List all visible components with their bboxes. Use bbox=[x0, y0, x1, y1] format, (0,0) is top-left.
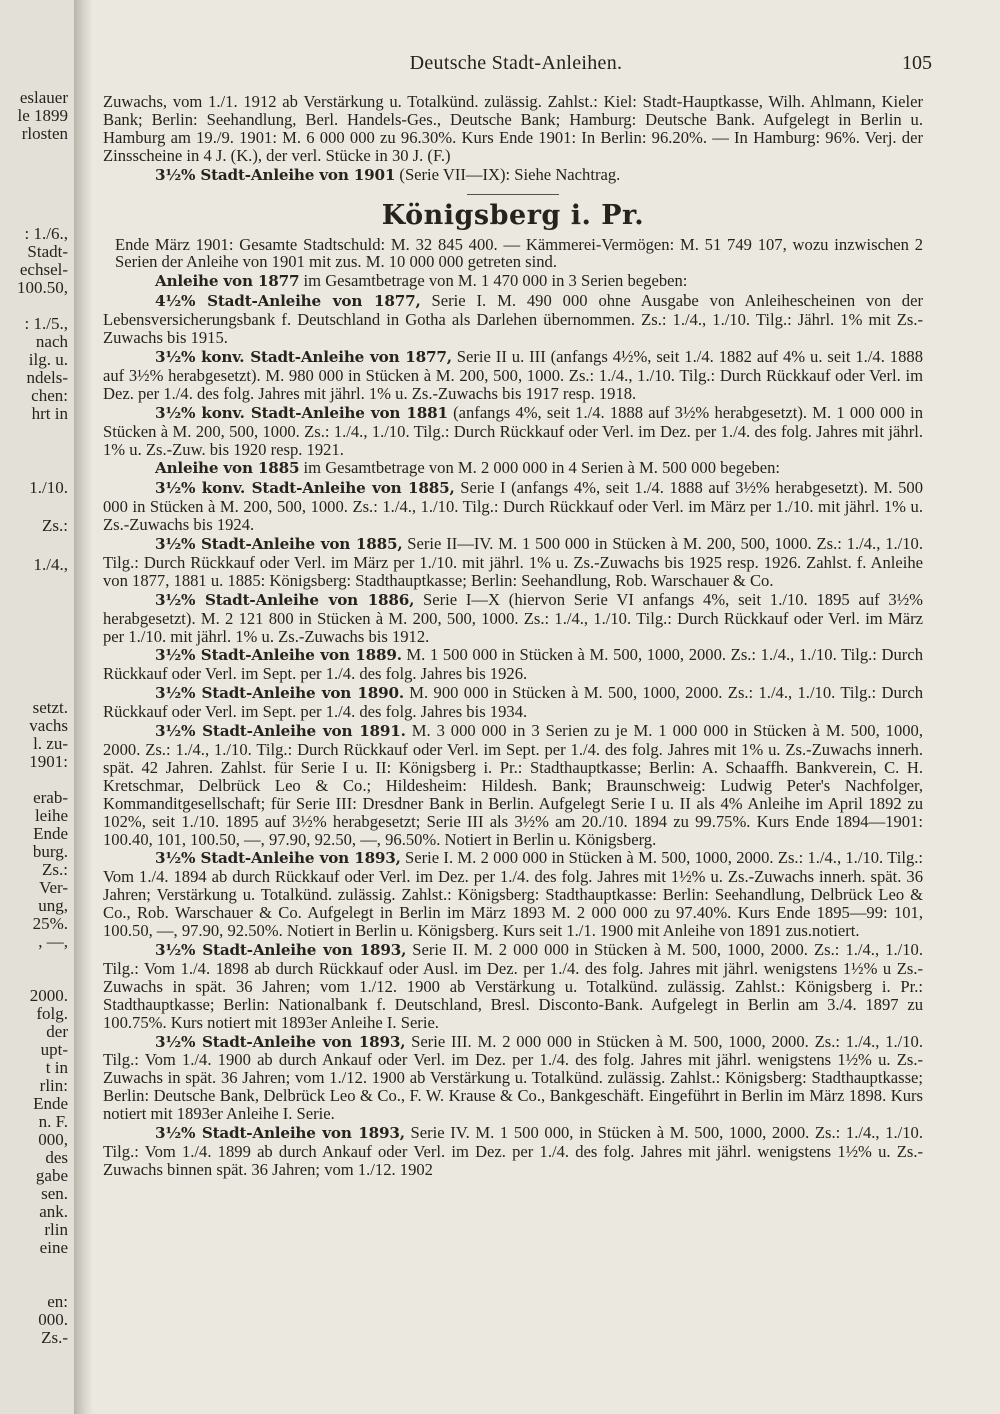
margin-fragment: ndels- bbox=[26, 368, 68, 387]
margin-fragment: nach bbox=[35, 332, 68, 351]
loan-entry bbox=[103, 722, 923, 848]
margin-fragment: eine bbox=[39, 1238, 68, 1257]
entry-heading: 3½% Stadt-Anleihe von 1893, bbox=[155, 940, 407, 959]
margin-fragment: , —, bbox=[38, 932, 68, 951]
margin-fragment: rlin: bbox=[39, 1076, 68, 1095]
page-body bbox=[103, 93, 923, 1180]
entry-text: (anfangs 4%, seit 1./4. 1888 auf 3½% herabgesetzt). M. 1 000 000 in Stücken à M. 200, 500, 1000. Zs.: 1./4., 1./10. Tilg.: Durch Rückkauf oder Verl. im Dez. per 1./4. des folg. Jahres mit jährl. 1% u. Zs.-Zuw. bis 1920 resp. 1921. bbox=[103, 402, 923, 459]
margin-fragment: Ver- bbox=[39, 878, 68, 897]
margin-fragment: Ende bbox=[33, 1094, 68, 1113]
margin-fragment: Zs.- bbox=[41, 1328, 68, 1347]
margin-fragment: t in bbox=[45, 1058, 68, 1077]
page-number: 105 bbox=[902, 52, 932, 74]
margin-fragment: 100.50, bbox=[17, 278, 68, 297]
book-gutter bbox=[74, 0, 92, 1414]
entry-text: Serie II u. III (anfangs 4½%, seit 1./4. 1882 auf 4% u. seit 1./4. 1888 auf 3½% herabgesetzt). M. 980 000 in Stücken à M. 200, 500, 1000. Zs.: 1./4., 1./10. Tilg.: Durch Rückkauf oder Verl. im Dez. per 1./4. des folg. Jahres mit jährl. 1% u. Zs.-Zuwachs bis 1917 resp. 1918. bbox=[103, 346, 923, 403]
margin-fragment: ank. bbox=[39, 1202, 68, 1221]
margin-fragment: 000. bbox=[38, 1310, 68, 1329]
entry-heading: 4½% Stadt-Anleihe von 1877, bbox=[155, 292, 421, 311]
entry-heading: 3½% Stadt-Anleihe von 1891. bbox=[155, 722, 406, 741]
margin-fragment: rlosten bbox=[21, 124, 68, 143]
entry-text: Serie I. M. 490 000 ohne Ausgabe von Anleihescheinen von der Lebensversicherungsbank f. Deutschland in Gotha als Darlehen übernommen. Zs.: 1./4., 1./10. Tilg.: Jährl. 1% mit Zs.-Zuwachs bis 1915. bbox=[103, 291, 923, 348]
margin-fragment: chen: bbox=[31, 386, 68, 405]
margin-fragment: le 1899 bbox=[17, 106, 68, 125]
margin-fragment: folg. bbox=[36, 1004, 68, 1023]
entry-heading: 3½% Stadt-Anleihe von 1885, bbox=[155, 535, 403, 554]
entry-heading: 3½% konv. Stadt-Anleihe von 1877, bbox=[155, 347, 452, 366]
margin-fragment: 25%. bbox=[32, 914, 68, 933]
margin-fragment: vachs bbox=[29, 716, 68, 735]
entry-heading: 3½% Stadt-Anleihe von 1901 bbox=[155, 165, 396, 184]
entry-text: im Gesamtbetrage von M. 2 000 000 in 4 Serien à M. 500 000 begeben: bbox=[299, 458, 781, 478]
loan-entry bbox=[103, 272, 923, 291]
margin-fragment: l. zu- bbox=[33, 734, 68, 753]
entry-heading: 3½% Stadt-Anleihe von 1893, bbox=[155, 849, 401, 868]
loan-entry bbox=[103, 236, 923, 272]
entry-heading: 3½% Stadt-Anleihe von 1893, bbox=[155, 1032, 406, 1051]
loan-entry bbox=[103, 459, 923, 478]
loan-entry bbox=[103, 479, 923, 534]
loan-entry bbox=[103, 348, 923, 403]
margin-fragment: 1./10. bbox=[29, 478, 68, 497]
margin-fragment: upt- bbox=[40, 1040, 68, 1059]
margin-fragment: des bbox=[45, 1148, 68, 1167]
section-divider bbox=[467, 194, 559, 195]
loan-entry bbox=[103, 404, 923, 459]
entry-text: Serie II. M. 2 000 000 in Stücken à M. 500, 1000, 2000. Zs.: 1./4., 1./10. Tilg.: Vom 1./4. 1898 ab durch Rückkauf oder Ausl. im Dez. per 1./4. des folg. Jahres mit jährl. wenigstens 1½% u Zs.-Zuwachs in spät. 36 Jahren; vom 1./12. 1900 ab Verstärkung u. Totalkünd. zulässig. Zahlst.: Königsberg i. Pr.: Stadthauptkasse; Berlin: Nationalbank f. Deutschland, Bresl. Disconto-Bank. Aufgelegt in Berlin am 3./4. 1897 zu 100.75%. Kurs notiert mit 1893er Anleihe I. Serie. bbox=[103, 939, 923, 1032]
loan-entry bbox=[103, 684, 923, 721]
page-header bbox=[100, 52, 932, 78]
margin-fragment: 000, bbox=[38, 1130, 68, 1149]
margin-fragment: Zs.: bbox=[42, 516, 68, 535]
margin-fragment: leihe bbox=[34, 806, 68, 825]
margin-fragment: der bbox=[46, 1022, 68, 1041]
loan-entry bbox=[103, 535, 923, 590]
margin-fragment: setzt. bbox=[32, 698, 68, 717]
margin-fragment: 1./4., bbox=[33, 555, 68, 574]
loan-entry bbox=[103, 1033, 923, 1124]
margin-fragment: Ende bbox=[33, 824, 68, 843]
margin-fragment: en: bbox=[47, 1292, 68, 1311]
entry-text: Serie I (anfangs 4%, seit 1./4. 1888 auf 3½% herabgesetzt). M. 500 000 in Stücken à M. 200, 500, 1000. Zs.: 1./4., 1./10. Tilg.: Durch Rückkauf oder Verl. im März per 1./10. mit jährl. 1% u. Zs.-Zuwachs bis 1924. bbox=[103, 478, 923, 535]
margin-fragment: rlin bbox=[44, 1220, 68, 1239]
loan-entry bbox=[103, 1124, 923, 1179]
margin-fragment: : 1./6., bbox=[24, 224, 68, 243]
margin-fragment: eslauer bbox=[19, 88, 68, 107]
entry-heading: Anleihe von 1877 bbox=[155, 272, 300, 291]
entry-heading: 3½% Stadt-Anleihe von 1890. bbox=[155, 684, 404, 703]
margin-fragment: 1901: bbox=[29, 752, 68, 771]
margin-fragment: : 1./5., bbox=[24, 314, 68, 333]
margin-fragment: ung, bbox=[38, 896, 68, 915]
margin-fragment: gabe bbox=[35, 1166, 68, 1185]
entry-heading: 3½% Stadt-Anleihe von 1886, bbox=[155, 590, 415, 609]
margin-fragment: Zs.: bbox=[42, 860, 68, 879]
margin-fragment: Stadt- bbox=[27, 242, 68, 261]
entry-text: Serie I—X (hiervon Serie VI anfangs 4%, seit 1./10. 1895 auf 3½% herabgesetzt). M. 2 121 800 in Stücken à M. 200, 500, 1000. Zs.: 1./4., 1./10. Tilg.: Durch Rückkauf oder Verl. im März per 1./10. mit jährl. 1% u. Zs.-Zuwachs bis 1912. bbox=[103, 589, 923, 646]
entry-text: M. 3 000 000 in 3 Serien zu je M. 1 000 000 in Stücken à M. 500, 1000, 2000. Zs.: 1./4., 1./10. Tilg.: Durch Rückkauf oder Verl. im Sept. per 1./4. des folg. Jahres mit 1% u. Zs.-Zuwachs innerh. spät. 42 Jahren. Zahlst. für Serie I u. II: Königsberg i. Pr.: Stadthauptkasse; Berlin: A. Schaaffh. Bankverein, C. H. Kretschmar, Delbrück Leo & Co.; Hildesheim: Hildesh. Bank; Braunschweig: Ludwig Peter's Nachfolger, Kommanditgesellschaft; für Serie III: Dresdner Bank in Berlin. Aufgelegt Serie I u. II als 4% Anleihe im April 1892 zu 102%, seit 1./10. 1895 auf 3½% herabgesetzt; Serie III als 3½% am 20./10. 1894 zu 99.75%. Kurs Ende 1894—1901: 100.40, 101, 100.50, —, 97.90, 92.50, —, 96.50%. Notiert in Berlin u. Königsberg. bbox=[103, 721, 923, 849]
margin-fragment: 2000. bbox=[29, 986, 68, 1005]
entry-heading: Anleihe von 1885 bbox=[155, 459, 300, 478]
entry-heading: 3½% konv. Stadt-Anleihe von 1885, bbox=[155, 479, 455, 498]
entry-text: im Gesamtbetrage von M. 1 470 000 in 3 Serien begeben: bbox=[299, 271, 688, 291]
margin-fragment: sen. bbox=[41, 1184, 68, 1203]
entry-text: (Serie VII—IX): Siehe Nachtrag. bbox=[395, 164, 621, 184]
margin-fragment: burg. bbox=[32, 842, 68, 861]
loan-entry bbox=[103, 591, 923, 646]
margin-fragment: n. F. bbox=[38, 1112, 68, 1131]
entry-heading: 3½% konv. Stadt-Anleihe von 1881 bbox=[155, 403, 448, 422]
kiel-1901-entry bbox=[103, 166, 923, 185]
entry-text: M. 900 000 in Stücken à M. 500, 1000, 2000. Zs.: 1./4., 1./10. Tilg.: Durch Rückkauf oder Verl. im Sept. per 1./4. des folg. Jahres bis 1934. bbox=[103, 683, 923, 722]
entry-text: Ende März 1901: Gesamte Stadtschuld: M. 32 845 400. — Kämmerei-Vermögen: M. 51 749 107, wozu inzwischen 2 Serien der Anleihe von 1901 mit zus. M. 10 000 000 getreten sind. bbox=[115, 234, 923, 272]
previous-page-edge bbox=[0, 0, 74, 1414]
entry-heading: 3½% Stadt-Anleihe von 1889. bbox=[155, 646, 402, 665]
entry-text: Serie I. M. 2 000 000 in Stücken à M. 500, 1000, 2000. Zs.: 1./4., 1./10. Tilg.: Vom 1./4. 1894 ab durch Rückkauf oder Verl. im Dez. per 1./4. des folg. Jahres mit 1½% u. Zs.-Zuwachs innerh. spät. 36 Jahren; Verstärkung u. Totalkünd. zulässig. Zahlst.: Königsberg: Stadthauptkasse: Berlin: Seehandlung, Delbrück Leo & Co., Rob. Warschauer & Co. Aufgelegt in Berlin im März 1893 M. 2 000 000 zu 97.40%. Kurs Ende 1895—99: 101, 100.50, —, 97.90, 92.50%. Notiert in Berlin u. Königsberg. Kurs seit 1./1. 1900 mit Anleihe von 1891 zus.notiert. bbox=[103, 848, 923, 941]
entry-heading: 3½% Stadt-Anleihe von 1893, bbox=[155, 1124, 405, 1143]
loan-entry bbox=[103, 646, 923, 683]
margin-fragment: ilg. u. bbox=[28, 350, 68, 369]
loan-entry bbox=[103, 941, 923, 1032]
entry-text: Serie IV. M. 1 500 000, in Stücken à M. 500, 1000, 2000. Zs.: 1./4., 1./10. Tilg.: Vom 1./4. 1899 ab durch Ankauf oder Verl. im Dez. per 1./4. des folg. Jahres mit jährl. wenigstens 1½% u. Zs.-Zuwachs binnen spät. 36 Jahren; vom 1./12. 1902 bbox=[103, 1123, 924, 1179]
entry-text: Serie II—IV. M. 1 500 000 in Stücken à M. 200, 500, 1000. Zs.: 1./4., 1./10. Tilg.: Durch Rückkauf oder Verl. im März per 1./10. mit jährl. 1% u. Zs.-Zuwachs bis 1925 resp. 1926. Zahlst. f. Anleihe von 1877, 1881 u. 1885: Königsberg: Stadthauptkasse; Berlin: Seehandlung, Rob. Warschauer & Co. bbox=[103, 534, 923, 590]
loan-entries bbox=[103, 236, 923, 1179]
entry-text: Serie III. M. 2 000 000 in Stücken à M. 500, 1000, 2000. Zs.: 1./4., 1./10. Tilg.: Vom 1./4. 1900 ab durch Ankauf oder Verl. im Dez. per 1./4. des folg. Jahres mit jährl. wenigstens 1½% u. Zs.-Zuwachs in spät. 36 Jahren; vom 1./12. 1900 ab Verstärkung u. Totalkünd. zulässig. Zahlst.: Königsberg: Stadthauptkasse; Berlin: Deutsche Bank, Delbrück Leo & Co., F. W. Krause & Co., Bankgeschäft. Eingeführt in Berlin im März 1898. Kurs notiert mit 1893er Anleihe I. Serie. bbox=[103, 1031, 923, 1124]
margin-fragment: hrt in bbox=[31, 404, 68, 423]
loan-entry bbox=[103, 849, 923, 940]
loan-entry bbox=[103, 292, 923, 347]
margin-fragment: echsel- bbox=[19, 260, 68, 279]
margin-fragment: erab- bbox=[33, 788, 68, 807]
entry-text: M. 1 500 000 in Stücken à M. 500, 1000, 2000. Zs.: 1./4., 1./10. Tilg.: Durch Rückkauf oder Verl. im Sept. per 1./4. des folg. Jahres bis 1926. bbox=[103, 645, 923, 684]
city-heading: Königsberg i. Pr. bbox=[381, 199, 645, 231]
running-title: Deutsche Stadt-Anleihen. bbox=[409, 52, 623, 74]
kiel-continuation-paragraph: Zuwachs, vom 1./1. 1912 ab Verstärkung u. Totalkünd. zulässig. Zahlst.: Kiel: Stadt-Hauptkasse, Wilh. Ahlmann, Kieler Bank; Berlin: Seehandlung, Berl. Handels-Ges., Deutsche Bank; Hamburg: Deutsche Bank. Aufgelegt in Berlin u. Hamburg am 19./9. 1901: M. 6 000 000 zu 96.30%. Kurs Ende 1901: In Berlin: 96.20%. — In Hamburg: 96%. Verj. der Zinsscheine in 4 J. (K.), der verl. Stücke in 30 J. (F.) bbox=[103, 92, 923, 165]
